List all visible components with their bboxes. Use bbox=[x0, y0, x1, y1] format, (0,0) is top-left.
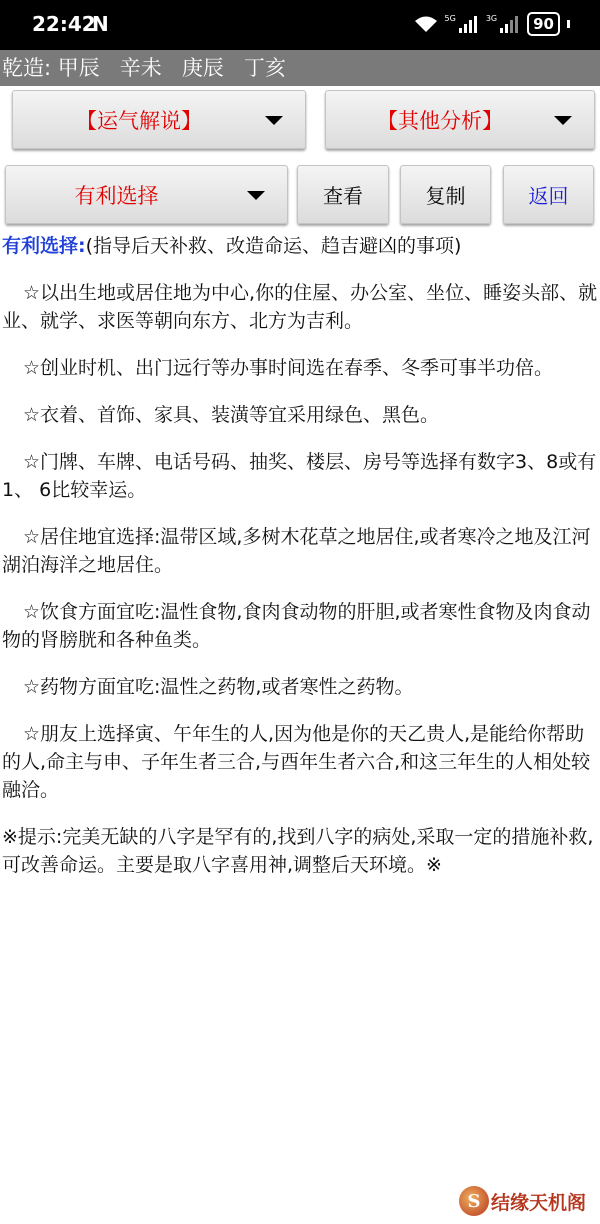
battery-tip bbox=[567, 20, 570, 28]
list-item bbox=[2, 673, 598, 701]
watermark-logo-icon: S bbox=[459, 1186, 489, 1216]
fortune-dropdown-label: 【运气解说】 bbox=[76, 108, 202, 133]
copy-button[interactable]: 复制 bbox=[400, 165, 491, 224]
signal-icon bbox=[458, 14, 480, 34]
list-item bbox=[2, 720, 598, 804]
section-heading-desc: (指导后天补救、改造命运、趋吉避凶的事项) bbox=[85, 235, 462, 257]
list-item-text: ☆朋友上选择寅、午年生的人,因为他是你的天乙贵人,是能给你帮助的人,命主与申、子年生者三合,与酉年生者六合,和这三年生的人相处较融洽。 bbox=[2, 723, 591, 801]
chevron-down-icon bbox=[265, 116, 283, 125]
network-5g-label: 5G bbox=[444, 13, 456, 23]
status-bar bbox=[0, 0, 600, 50]
selection-dropdown[interactable] bbox=[5, 165, 288, 224]
battery-level: 90 bbox=[533, 15, 554, 33]
other-analysis-dropdown-label: 【其他分析】 bbox=[377, 108, 503, 133]
view-button[interactable]: 查看 bbox=[297, 165, 389, 224]
list-item-text: ☆衣着、首饰、家具、装潢等宜采用绿色、黑色。 bbox=[23, 404, 440, 426]
list-item bbox=[2, 279, 598, 335]
selection-dropdown-label: 有利选择 bbox=[74, 183, 159, 208]
chevron-down-icon bbox=[554, 116, 572, 125]
network-3g-label: 3G bbox=[485, 13, 498, 23]
section-heading bbox=[2, 232, 598, 260]
wifi-icon bbox=[413, 14, 439, 34]
bazi-bar bbox=[0, 50, 600, 86]
list-item bbox=[2, 523, 598, 579]
status-time: 22:42 bbox=[32, 12, 96, 36]
bazi-pillar-day: 庚辰 bbox=[181, 56, 224, 80]
list-item-text: ☆饮食方面宜吃:温性食物,食肉食动物的肝胆,或者寒性食物及肉食动物的肾膀胱和各种鱼类。 bbox=[2, 601, 591, 651]
list-item-text: ☆以出生地或居住地为中心,你的住屋、办公室、坐位、睡姿头部、就业、就学、求医等朝向东方、北方为吉利。 bbox=[2, 282, 598, 332]
bazi-label: 乾造: bbox=[2, 56, 52, 80]
other-analysis-dropdown[interactable] bbox=[325, 90, 595, 149]
list-item-text: ☆居住地宜选择:温带区域,多树木花草之地居住,或者寒冷之地及江河湖泊海洋之地居住。 bbox=[2, 526, 591, 576]
list-item bbox=[2, 598, 598, 654]
fortune-dropdown[interactable] bbox=[12, 90, 306, 149]
back-button[interactable]: 返回 bbox=[503, 165, 594, 224]
list-item-text: ☆门牌、车牌、电话号码、抽奖、楼层、房号等选择有数字3、8或有1、 6比较幸运。 bbox=[2, 451, 597, 501]
section-heading-label: 有利选择: bbox=[2, 235, 86, 257]
bazi-pillar-hour: 丁亥 bbox=[243, 56, 286, 80]
watermark-text: 结缘天机阁 bbox=[490, 1191, 586, 1214]
list-item bbox=[2, 448, 598, 504]
battery-icon bbox=[527, 12, 560, 36]
watermark bbox=[459, 1186, 586, 1216]
result-content bbox=[2, 232, 598, 879]
list-item bbox=[2, 354, 598, 382]
status-indicators bbox=[413, 12, 570, 36]
list-item-text: ☆创业时机、出门远行等办事时间选在春季、冬季可事半功倍。 bbox=[23, 357, 554, 379]
list-item-text: ☆药物方面宜吃:温性之药物,或者寒性之药物。 bbox=[23, 676, 414, 698]
hint-text: ※提示:完美无缺的八字是罕有的,找到八字的病处,采取一定的措施补救,可改善命运。主要是取八字喜用神,调整后天环境。※ bbox=[2, 826, 594, 876]
bazi-pillar-month: 辛未 bbox=[119, 56, 162, 80]
list-item bbox=[2, 401, 598, 429]
bazi-pillar-year: 甲辰 bbox=[57, 56, 100, 80]
nfc-icon: N bbox=[92, 12, 109, 36]
chevron-down-icon bbox=[247, 191, 265, 200]
signal-icon-2 bbox=[499, 14, 521, 34]
